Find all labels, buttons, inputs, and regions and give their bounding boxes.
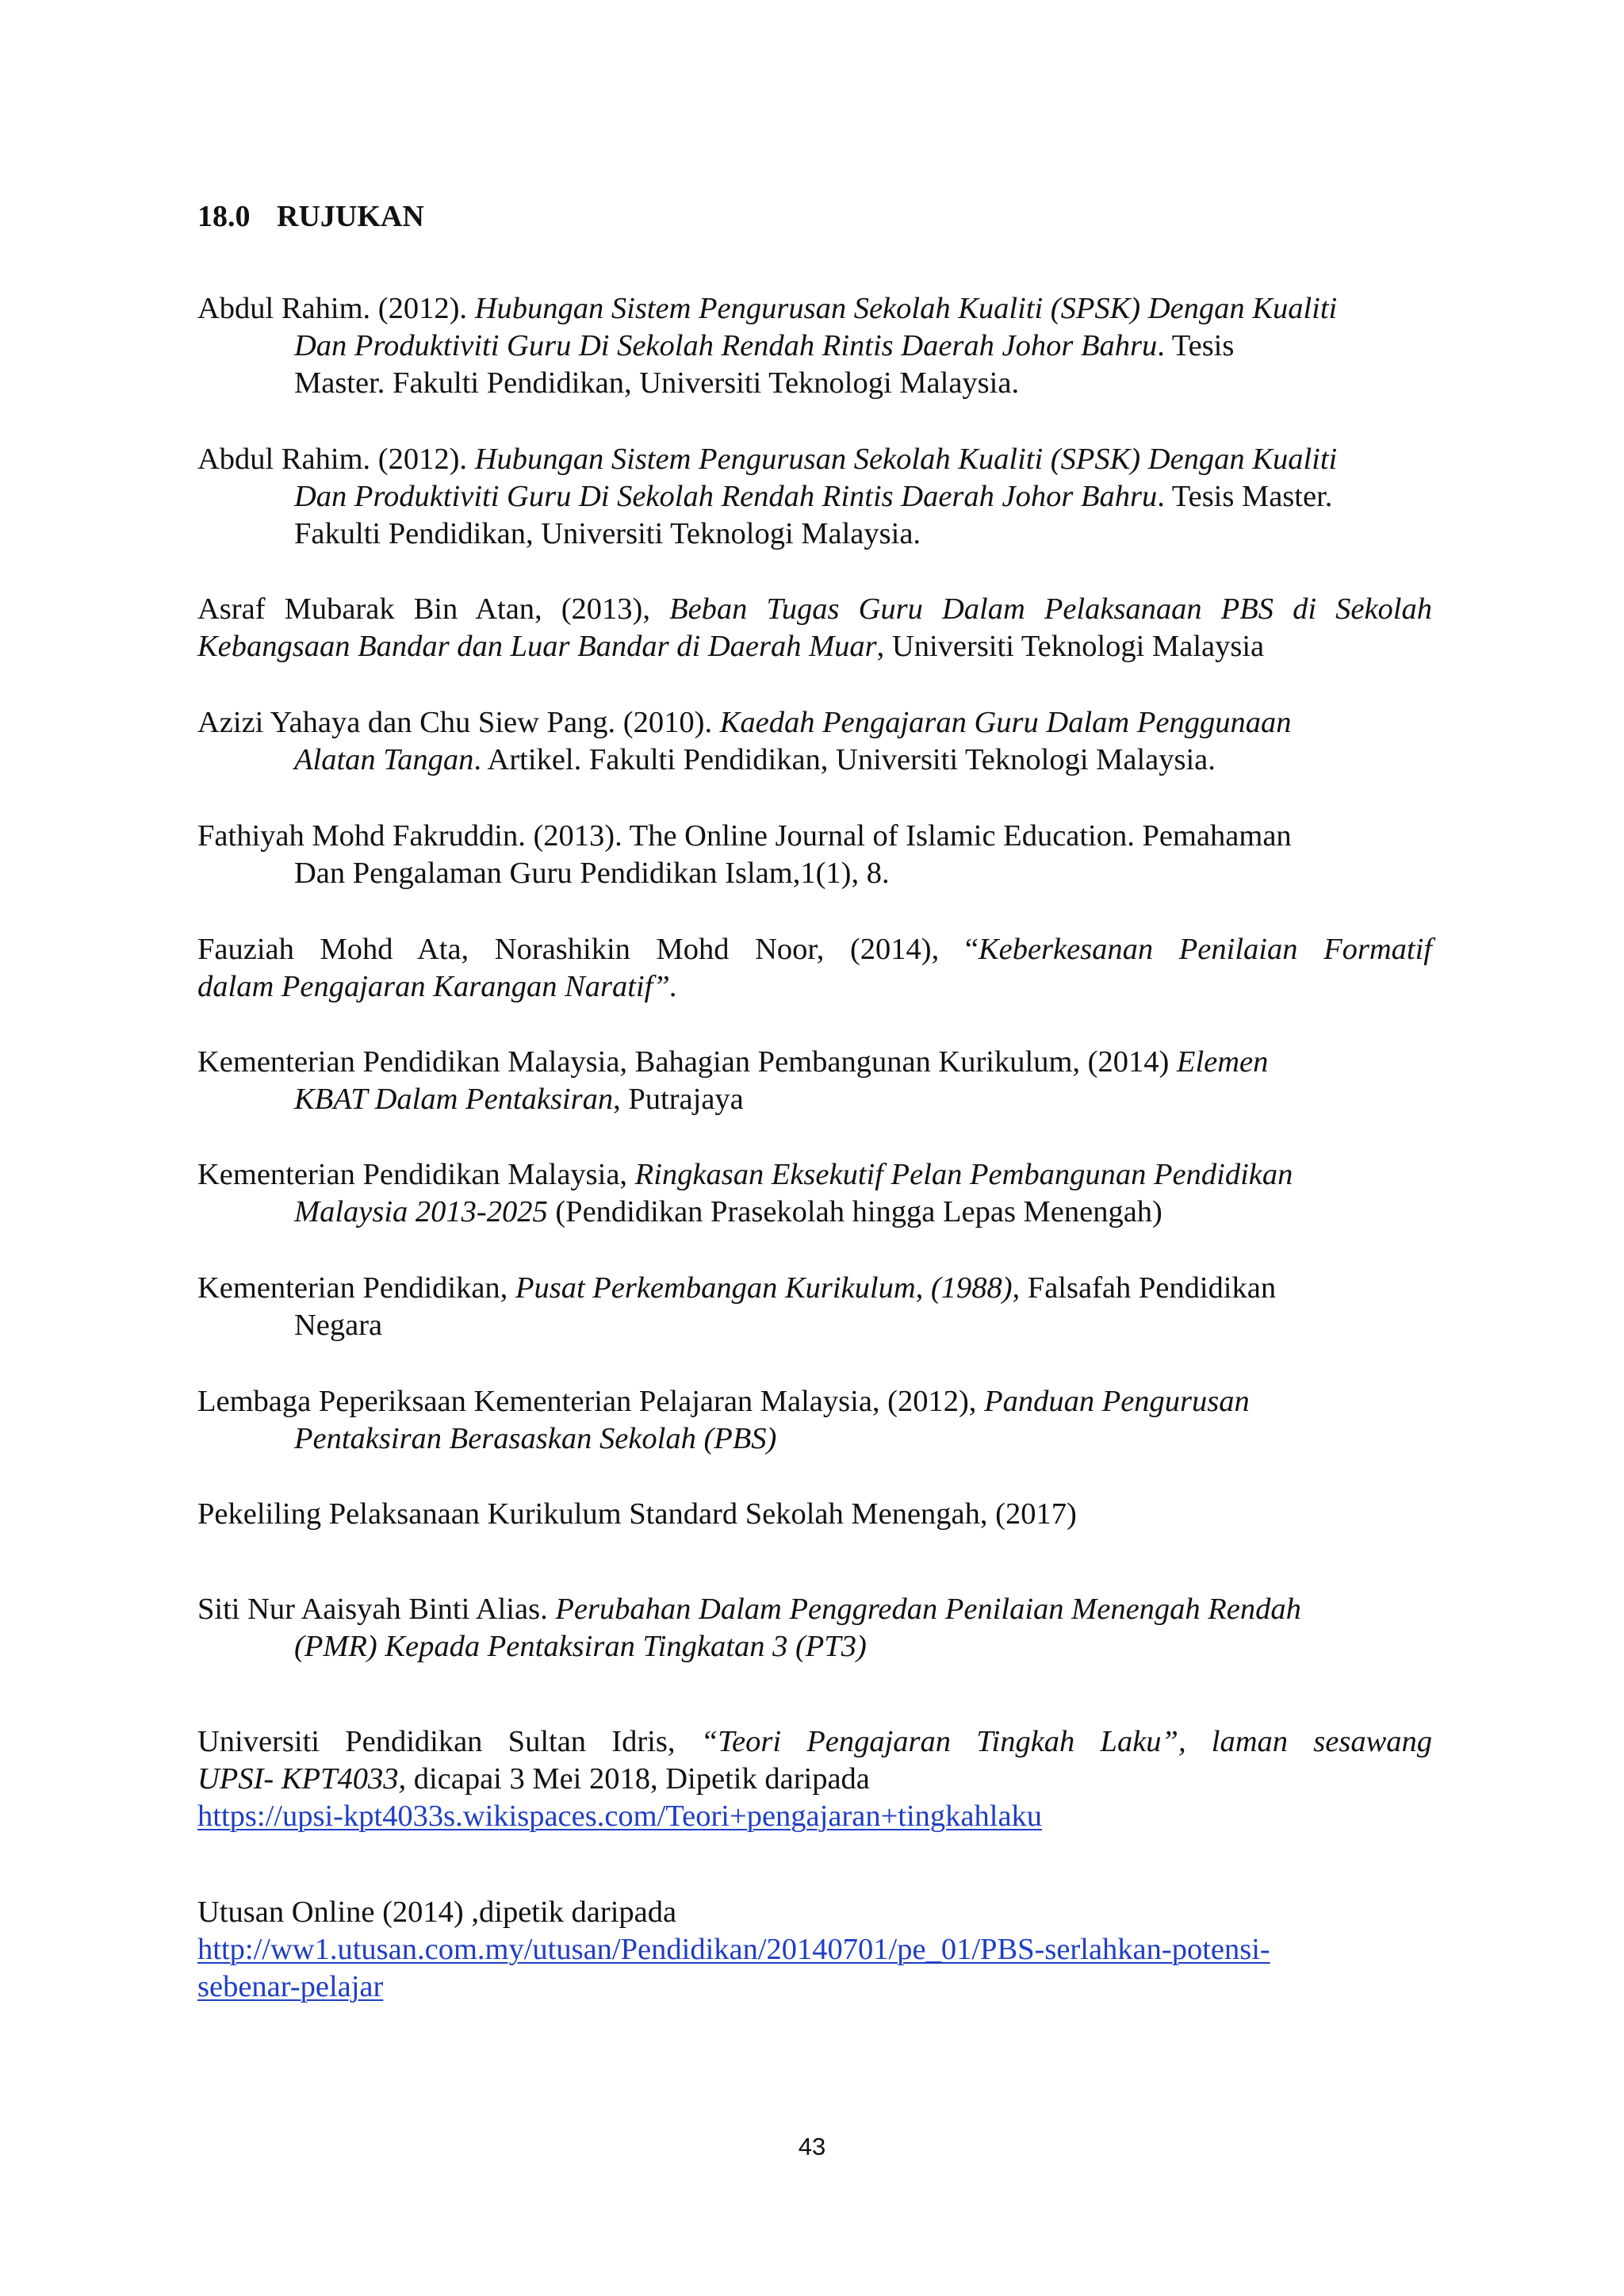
reference-entry xyxy=(197,1591,1432,1665)
ref-title: “Teori Pengajaran Tingkah Laku”, laman sesawang xyxy=(700,1725,1432,1758)
ref-text: Utusan Online (2014) ,dipetik daripada xyxy=(197,1895,677,1929)
reference-entry xyxy=(197,290,1432,402)
ref-title: Alatan Tangan xyxy=(294,743,474,776)
ref-title: Pentaksiran Berasaskan Sekolah (PBS) xyxy=(294,1422,777,1455)
reference-entry xyxy=(197,1044,1432,1118)
ref-text: Universiti Pendidikan Sultan Idris, xyxy=(197,1725,701,1758)
ref-title: UPSI- KPT4033, xyxy=(197,1762,407,1796)
ref-text: Dan Pengalaman Guru Pendidikan Islam,1(1), 8. xyxy=(294,857,890,890)
reference-link[interactable]: https://upsi-kpt4033s.wikispaces.com/Teori+pengajaran+tingkahlaku xyxy=(197,1800,1043,1833)
ref-text: Kementerian Pendidikan Malaysia, xyxy=(197,1158,635,1191)
reference-entry xyxy=(197,704,1432,779)
reference-entry xyxy=(197,591,1432,665)
ref-title: Dan Produktiviti Guru Di Sekolah Rendah Rintis Daerah Johor Bahru xyxy=(294,329,1158,362)
ref-text: Falsafah Pendidikan xyxy=(1020,1271,1277,1305)
ref-title: Beban Tugas Guru Dalam Pelaksanaan PBS di Sekolah xyxy=(669,592,1432,626)
ref-text: . Artikel. Fakulti Pendidikan, Universiti Teknologi Malaysia. xyxy=(473,743,1216,776)
ref-title: Hubungan Sistem Pengurusan Sekolah Kualiti (SPSK) Dengan Kualiti xyxy=(474,292,1338,325)
reference-entry xyxy=(197,1383,1432,1458)
ref-text: dicapai 3 Mei 2018, Dipetik daripada xyxy=(406,1762,870,1796)
section-title: RUJUKAN xyxy=(277,200,424,233)
reference-entry xyxy=(197,931,1432,1006)
ref-title: KBAT Dalam Pentaksiran xyxy=(294,1083,614,1116)
ref-text: Lembaga Peperiksaan Kementerian Pelajaran Malaysia, (2012), xyxy=(197,1385,985,1418)
ref-text: Fauziah Mohd Ata, Norashikin Mohd Noor, (2014), “ xyxy=(197,933,979,966)
section-heading xyxy=(197,197,424,236)
ref-title: Kaedah Pengajaran Guru Dalam Penggunaan xyxy=(719,706,1292,739)
reference-entry xyxy=(197,1723,1432,1835)
reference-link[interactable]: http://ww1.utusan.com.my/utusan/Pendidikan/20140701/pe_01/PBS-serlahkan-potensi- xyxy=(197,1933,1270,1966)
ref-title: Elemen xyxy=(1176,1045,1269,1079)
ref-text: Pekeliling Pelaksanaan Kurikulum Standard Sekolah Menengah, (2017) xyxy=(197,1497,1077,1531)
ref-text: Asraf Mubarak Bin Atan, (2013), xyxy=(197,592,670,626)
ref-text: Negara xyxy=(294,1309,383,1342)
ref-title: Keberkesanan Penilaian Formatif xyxy=(978,933,1432,966)
reference-entry xyxy=(197,1270,1432,1344)
ref-text: , Putrajaya xyxy=(613,1083,744,1116)
reference-entry xyxy=(197,1496,1432,1533)
ref-text: . Tesis xyxy=(1157,329,1235,362)
ref-text: Kementerian Pendidikan, xyxy=(197,1271,515,1305)
reference-entry xyxy=(197,1894,1432,2006)
reference-entry xyxy=(197,441,1432,553)
ref-text: Master. Fakulti Pendidikan, Universiti Teknologi Malaysia. xyxy=(294,366,1020,400)
ref-title: Ringkasan Eksekutif Pelan Pembangunan Pendidikan xyxy=(634,1158,1293,1191)
page-number: 43 xyxy=(798,2133,826,2160)
reference-entry xyxy=(197,1156,1432,1231)
ref-text: Abdul Rahim. (2012). xyxy=(197,443,475,476)
reference-entry xyxy=(197,818,1432,892)
section-number: 18.0 xyxy=(197,200,251,233)
ref-text: Kementerian Pendidikan Malaysia, Bahagian Pembangunan Kurikulum, (2014) xyxy=(197,1045,1177,1079)
ref-title: Panduan Pengurusan xyxy=(984,1385,1250,1418)
ref-text: (Pendidikan Prasekolah hingga Lepas Menengah) xyxy=(547,1195,1162,1228)
ref-title: Perubahan Dalam Penggredan Penilaian Menengah Rendah xyxy=(555,1593,1301,1626)
ref-title: dalam Pengajaran Karangan Naratif”. xyxy=(197,970,678,1003)
ref-text: Fathiyah Mohd Fakruddin. (2013). The Online Journal of Islamic Education. Pemahaman xyxy=(197,819,1292,853)
ref-title: (PMR) Kepada Pentaksiran Tingkatan 3 (PT3) xyxy=(294,1630,867,1663)
ref-title: Dan Produktiviti Guru Di Sekolah Rendah Rintis Daerah Johor Bahru xyxy=(294,480,1158,513)
ref-title: Kebangsaan Bandar dan Luar Bandar di Daerah Muar xyxy=(197,630,877,663)
ref-title: Pusat Perkembangan Kurikulum, (1988), xyxy=(515,1271,1021,1305)
ref-title: Malaysia 2013-2025 xyxy=(294,1195,548,1228)
ref-title: Hubungan Sistem Pengurusan Sekolah Kualiti (SPSK) Dengan Kualiti xyxy=(474,443,1338,476)
ref-text: Azizi Yahaya dan Chu Siew Pang. (2010). xyxy=(197,706,720,739)
ref-text: Abdul Rahim. (2012). xyxy=(197,292,475,325)
ref-text: . Tesis Master. xyxy=(1157,480,1333,513)
ref-text: Fakulti Pendidikan, Universiti Teknologi Malaysia. xyxy=(294,517,921,550)
reference-link-continued[interactable]: sebenar-pelajar xyxy=(197,1970,384,2003)
ref-text: , Universiti Teknologi Malaysia xyxy=(876,630,1265,663)
ref-text: Siti Nur Aaisyah Binti Alias. xyxy=(197,1593,556,1626)
